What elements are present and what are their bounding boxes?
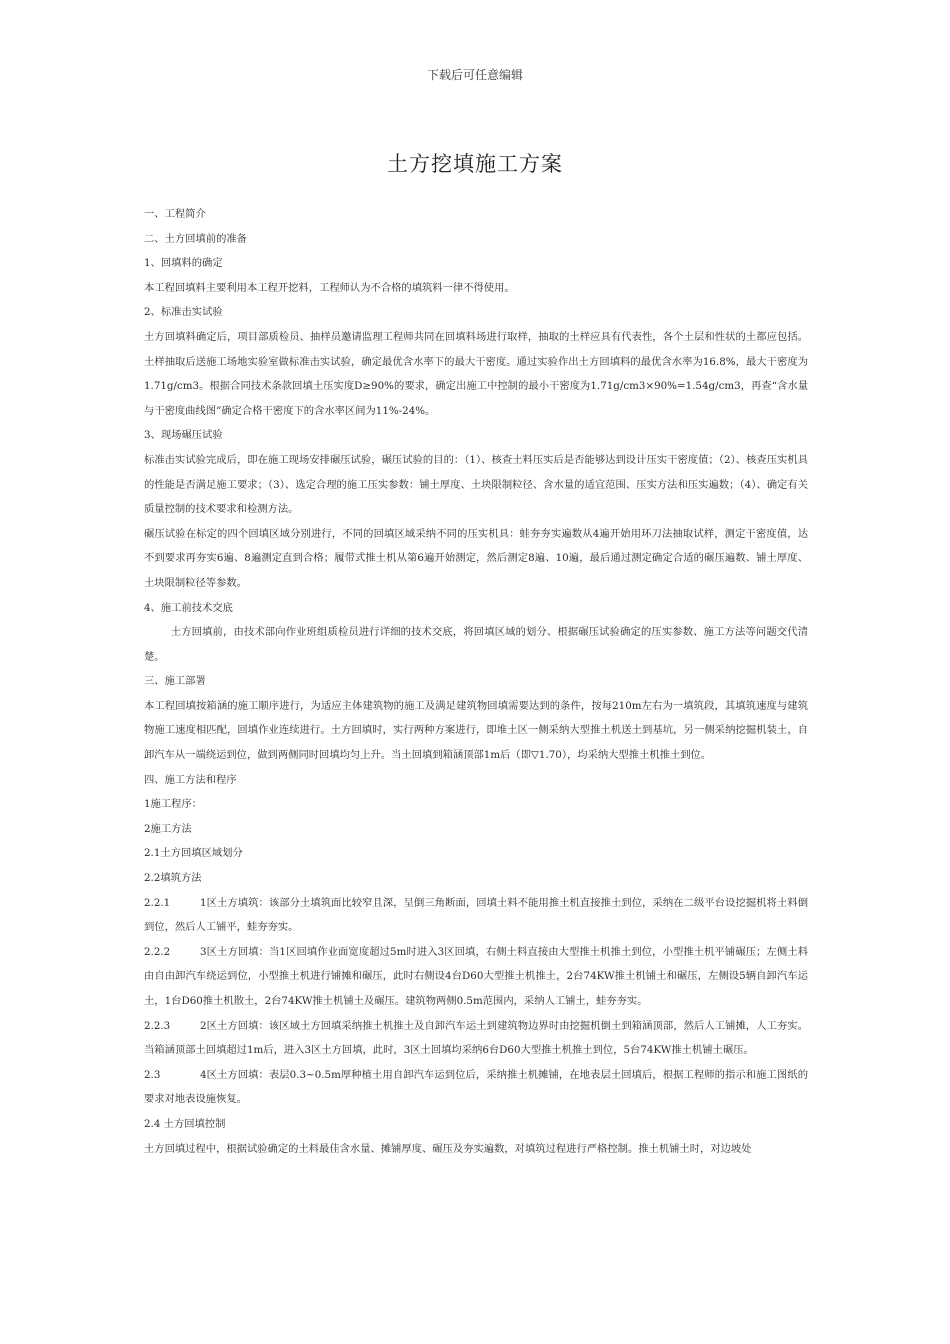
subsection-heading: 1施工程序： — [144, 798, 203, 811]
subsection-heading: 2.2填筑方法 — [144, 872, 202, 885]
section-heading: 一、工程简介 — [144, 208, 206, 220]
paragraph-text: 3区土方回填：当1区回填作业面宽度超过5m时进入3区回填，右侧土料直接由大型推土机推土到位，小型推土机平铺碾压；左侧土料由自由卸汽车绕运到位，小型推土机进行铺摊和碾压，此时右侧设4台D60大型推土机推土，2台74KW推土机铺土和碾压，左侧设5辆自卸汽车运土，1台D60推土机散土，2台74KW推土机铺土及碾压。建筑物两侧0.5m范围内，采纳人工铺土，蛙夯夯实。 — [144, 945, 808, 1007]
section-heading: 三、施工部署 — [144, 675, 206, 688]
document-body — [144, 202, 808, 1161]
body-paragraph: 土方回填过程中，根据试验确定的土料最佳含水量、摊铺厚度、碾压及夯实遍数，对填筑过程进行严格控制。推土机铺土时，对边坡处 — [144, 1142, 752, 1155]
body-paragraph: 土方回填料确定后，项目部质检员、抽样员邀请监理工程师共同在回填料场进行取样，抽取的土样应具有代表性，各个土层和性状的土都应包括。土样抽取后送施工场地实验室做标准击实试验，确定最优含水率下的最大干密度。通过实验作出土方回填料的最优含水率为16.8%，最大干密度为1.71g/cm3。根据合同技术条款回填土压实度D≥90%的要求，确定出施工中控制的最小干密度为1.71g/cm3×90%=1.54g/cm3，再查“含水量与干密度曲线图”确定合格干密度下的含水率区间为11%-24%。 — [144, 330, 808, 417]
body-paragraph: 碾压试验在标定的四个回填区域分别进行，不同的回填区域采纳不同的压实机具：蛙夯夯实遍数从4遍开始用环刀法抽取试样，测定干密度值，达不到要求再夯实6遍、8遍测定直到合格；履带式推土机从第6遍开始测定，然后测定8遍、10遍，最后通过测定确定合适的碾压遍数、铺土厚度、土块限制粒径等参数。 — [144, 527, 808, 589]
body-paragraph: 土方回填前，由技术部向作业班组质检员进行详细的技术交底，将回填区域的划分、根据碾压试验确定的压实参数、施工方法等问题交代清楚。 — [144, 626, 808, 663]
section-heading: 二、土方回填前的准备 — [144, 232, 247, 245]
paragraph-number: 2.2.1 — [144, 896, 171, 909]
subsection-heading: 2.1土方回填区域划分 — [144, 847, 243, 860]
body-paragraph: 标准击实试验完成后，即在施工现场安排碾压试验，碾压试验的目的：（1）、核查土料压实后是否能够达到设计压实干密度值；（2）、核查压实机具的性能是否满足施工要求；（3）、选定合理的施工压实参数：铺土厚度、土块限制粒径、含水量的适宜范围、压实方法和压实遍数；（4）、确定有关质量控制的技术要求和检测方法。 — [144, 453, 808, 516]
numbered-paragraph — [144, 940, 808, 1014]
subsection-heading: 3、现场碾压试验 — [144, 429, 223, 442]
section-heading: 四、施工方法和程序 — [144, 773, 237, 786]
paragraph-text: 4区土方回填：表层0.3~0.5m厚种植土用自卸汽车运到位后，采纳推土机摊铺，在地表层土回填后，根据工程师的指示和施工图纸的要求对地表设施恢复。 — [144, 1068, 808, 1106]
paragraph-number: 2.3 — [144, 1068, 161, 1081]
subsection-heading: 4、施工前技术交底 — [144, 601, 233, 614]
paragraph-text: 2区土方回填：该区域土方回填采纳推土机推土及自卸汽车运土到建筑物边界时由挖掘机倒土到箱涵顶部，然后人工铺摊，人工夯实。当箱涵顶部土回填超过1m后，进入3区土方回填，此时，3区土回填均采纳6台D60大型推土机推土到位，5台74KW推土机铺土碾压。 — [144, 1019, 808, 1057]
paragraph-number: 2.2.2 — [144, 945, 171, 958]
subsection-heading: 1、回填料的确定 — [144, 257, 223, 270]
subsection-heading: 2施工方法 — [144, 822, 192, 835]
paragraph-number: 2.2.3 — [144, 1019, 171, 1032]
paragraph-text: 1区土方填筑：该部分土填筑面比较窄且深，呈倒三角断面，回填土料不能用推土机直接推土到位，采纳在二级平台设挖掘机将土料倒到位，然后人工铺平，蛙夯夯实。 — [144, 896, 808, 934]
numbered-paragraph — [144, 1014, 808, 1063]
body-paragraph: 本工程回填料主要利用本工程开挖料，工程师认为不合格的填筑料一律不得使用。 — [144, 281, 515, 294]
subsection-heading: 2.4 土方回填控制 — [144, 1117, 226, 1130]
numbered-paragraph — [144, 891, 808, 940]
subsection-heading: 2、标准击实试验 — [144, 306, 223, 319]
document-title: 土方挖填施工方案 — [387, 152, 563, 176]
page-header: 下载后可任意编辑 — [426, 68, 523, 82]
numbered-paragraph — [144, 1063, 808, 1112]
body-paragraph: 本工程回填按箱涵的施工顺序进行，为适应主体建筑物的施工及满足建筑物回填需要达到的条件，按每210m左右为一填筑段，其填筑速度与建筑物施工速度相匹配，回填作业连续进行。土方回填时，实行两种方案进行，即堆土区一侧采纳大型推土机送土到基坑，另一侧采纳挖掘机装土，自卸汽车从一端绕运到位，做到两侧同时回填均匀上升。当土回填到箱涵顶部1m后（即▽1.70），均采纳大型推土机推土到位。 — [144, 699, 808, 762]
